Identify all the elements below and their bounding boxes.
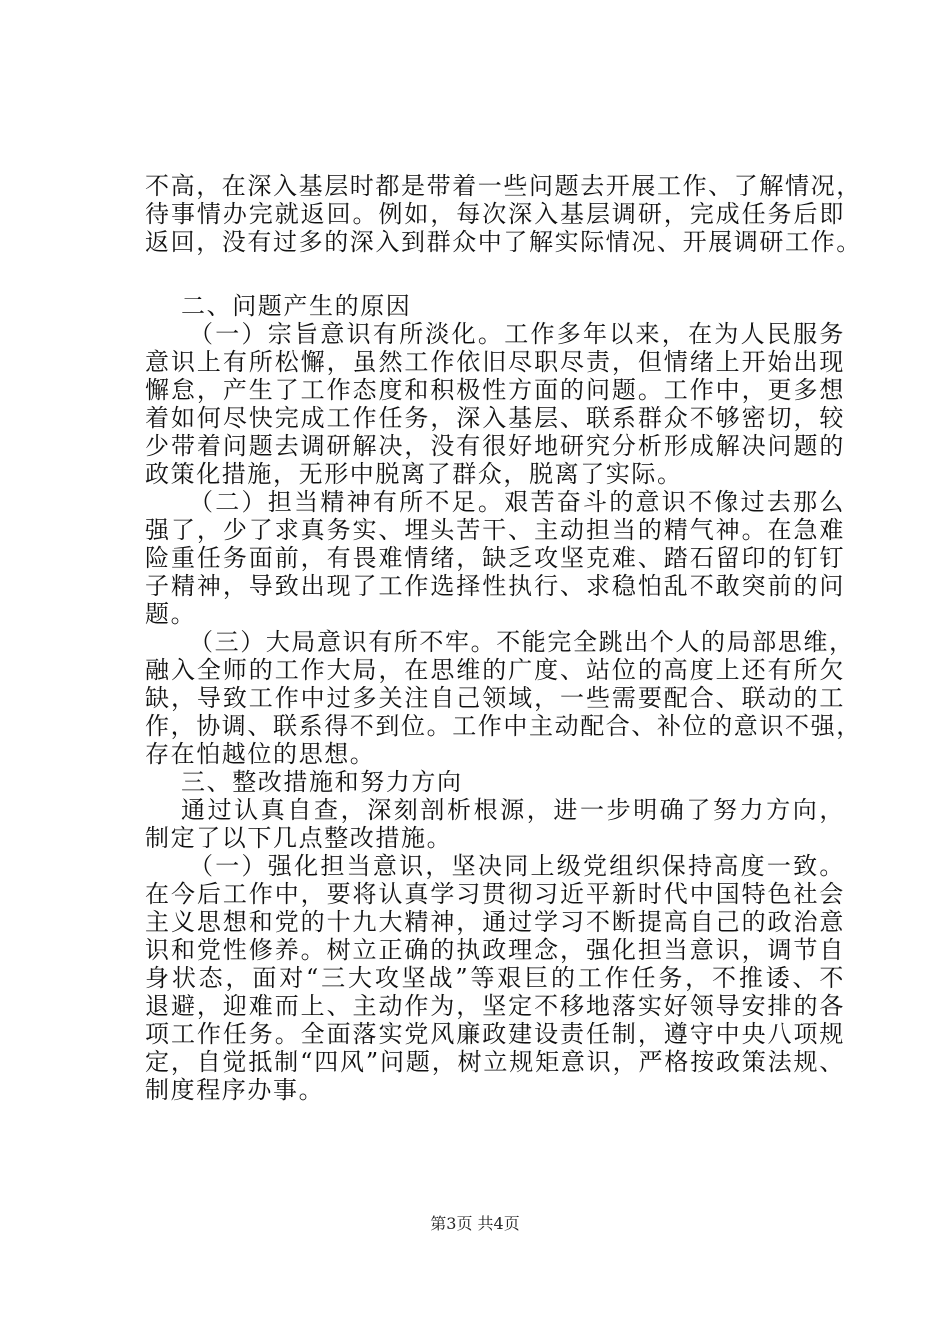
text-line: 少带着问题去调研解决，没有很好地研究分析形成解决问题的 [145, 432, 845, 460]
document-body [145, 172, 862, 1104]
text-line: 定，自觉抵制“四风”问题，树立规矩意识，严格按政策法规、 [145, 1048, 845, 1076]
text-line: （三）大局意识有所不牢。不能完全跳出个人的局部思维， [189, 628, 855, 656]
text-line: 制度程序办事。 [145, 1076, 325, 1104]
text-line: 存在怕越位的思想。 [145, 740, 376, 768]
text-line: （一）强化担当意识，坚决同上级党组织保持高度一致。 [189, 852, 845, 880]
text-line: 项工作任务。全面落实党风廉政建设责任制，遵守中央八项规 [145, 1020, 845, 1048]
section-heading-causes [145, 292, 845, 320]
heading-text: 三、整改措施和努力方向 [181, 768, 463, 796]
text-line: （二）担当精神有所不足。艰苦奋斗的意识不像过去那么 [189, 488, 845, 516]
paragraph-cause-1 [145, 320, 845, 488]
paragraph-cause-3 [145, 628, 862, 768]
text-line: 通过认真自查，深刻剖析根源，进一步明确了努力方向， [181, 796, 845, 824]
text-line: 险重任务面前，有畏难情绪，缺乏攻坚克难、踏石留印的钉钉 [145, 544, 845, 572]
paragraph-cause-2 [145, 488, 845, 628]
text-line: 退避，迎难而上、主动作为，坚定不移地落实好领导安排的各 [145, 992, 845, 1020]
text-line: 题。 [145, 600, 197, 628]
page-footer [0, 1214, 950, 1234]
page-number-label: 第3页 共4页 [430, 1214, 520, 1233]
text-line: 制定了以下几点整改措施。 [145, 824, 453, 852]
text-line: 着如何尽快完成工作任务，深入基层、联系群众不够密切，较 [145, 404, 845, 432]
text-line: 懈怠，产生了工作态度和积极性方面的问题。工作中，更多想 [145, 376, 845, 404]
text-line: 意识上有所松懈，虽然工作依旧尽职尽责，但情绪上开始出现 [145, 348, 845, 376]
paragraph-measure-1 [145, 852, 845, 1104]
text-line: 待事情办完就返回。例如，每次深入基层调研，完成任务后即 [145, 200, 845, 228]
text-line: 缺，导致工作中过多关注自己领域，一些需要配合、联动的工 [145, 684, 845, 712]
heading-text: 二、问题产生的原因 [181, 292, 412, 320]
text-line: 强了，少了求真务实、埋头苦干、主动担当的精气神。在急难 [145, 516, 845, 544]
text-line: 融入全师的工作大局，在思维的广度、站位的高度上还有所欠 [145, 656, 845, 684]
text-line: 主义思想和党的十九大精神，通过学习不断提高自己的政治意 [145, 908, 845, 936]
text-line: 不高，在深入基层时都是带着一些问题去开展工作、了解情况， [145, 172, 862, 200]
text-line: 子精神，导致出现了工作选择性执行、求稳怕乱不敢突前的问 [145, 572, 845, 600]
section-heading-measures [145, 768, 845, 796]
text-line: 作，协调、联系得不到位。工作中主动配合、补位的意识不强， [145, 712, 862, 740]
text-line: 身状态，面对“三大攻坚战”等艰巨的工作任务，不推诿、不 [145, 964, 845, 992]
paragraph-spacer [145, 256, 845, 292]
text-line: 在今后工作中，要将认真学习贯彻习近平新时代中国特色社会 [145, 880, 845, 908]
text-line: 政策化措施，无形中脱离了群众，脱离了实际。 [145, 460, 683, 488]
text-line: 返回，没有过多的深入到群众中了解实际情况、开展调研工作。 [145, 228, 862, 256]
paragraph-continuation [145, 172, 862, 256]
text-line: （一）宗旨意识有所淡化。工作多年以来，在为人民服务 [189, 320, 845, 348]
text-line: 识和党性修养。树立正确的执政理念，强化担当意识，调节自 [145, 936, 845, 964]
paragraph-intro-measures [145, 796, 845, 852]
